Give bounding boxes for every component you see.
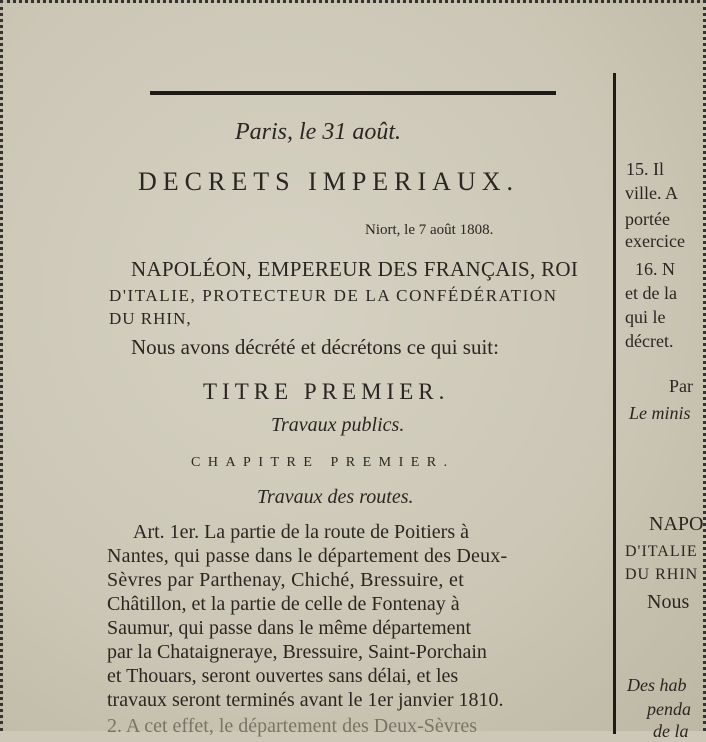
section-subtitle: Travaux publics.: [271, 414, 405, 436]
right-column-line: Par: [669, 376, 693, 396]
right-column-line: Le minis: [629, 403, 691, 423]
right-column-line: NAPO: [649, 513, 704, 535]
right-column-line: D'ITALIE: [625, 543, 698, 560]
chapter-subtitle: Travaux des routes.: [257, 486, 414, 508]
right-column-line: ville. A: [625, 183, 678, 203]
right-column-line: Nous: [647, 591, 690, 613]
decree-preamble-line2: D'ITALIE, PROTECTEUR DE LA CONFÉDÉRATION: [109, 286, 558, 305]
article-line: par la Chataigneraye, Bressuire, Saint-Porchain: [107, 641, 487, 663]
right-column-line: de la: [653, 721, 689, 741]
article-line: Sèvres par Parthenay, Chiché, Bressuire, et: [107, 569, 465, 591]
decree-preamble-line1: NAPOLÉON, EMPEREUR DES FRANÇAIS, ROI: [131, 257, 579, 281]
right-column-line: 16. N: [635, 259, 675, 279]
article-line: Saumur, qui passe dans le même département: [107, 617, 472, 639]
chapter-title: CHAPITRE PREMIER.: [191, 455, 455, 470]
article-line: et Thouars, seront ouvertes sans délai, et les: [107, 665, 459, 687]
top-rule: [150, 91, 556, 95]
decree-preamble-line3: DU RHIN,: [109, 309, 192, 328]
right-column-line: Des hab: [627, 675, 687, 695]
decree-date: Niort, le 7 août 1808.: [365, 222, 494, 238]
section-title: TITRE PREMIER.: [203, 379, 450, 404]
decree-formula: Nous avons décrété et décrétons ce qui suit:: [131, 335, 499, 359]
dateline: Paris, le 31 août.: [235, 119, 401, 145]
right-column-line: et de la: [625, 283, 677, 303]
right-column-line: décret.: [625, 331, 674, 351]
article-line: travaux seront terminés avant le 1er janvier 1810.: [107, 689, 504, 711]
article-line: 2. A cet effet, le département des Deux-Sèvres: [107, 715, 478, 737]
right-column-line: penda: [647, 699, 691, 719]
article-line: Châtillon, et la partie de celle de Fontenay à: [107, 593, 460, 615]
column-rule: [613, 73, 616, 734]
article-line: Nantes, qui passe dans le département des Deux-: [107, 545, 508, 567]
right-column-line: portée: [625, 209, 670, 229]
right-column-line: qui le: [625, 307, 666, 327]
page-heading: DECRETS IMPERIAUX.: [138, 167, 520, 196]
article-line: Art. 1er. La partie de la route de Poitiers à: [133, 521, 469, 543]
right-column-line: 15. Il: [626, 159, 664, 179]
right-column-line: exercice: [625, 231, 685, 251]
right-column-line: DU RHIN: [625, 566, 699, 583]
